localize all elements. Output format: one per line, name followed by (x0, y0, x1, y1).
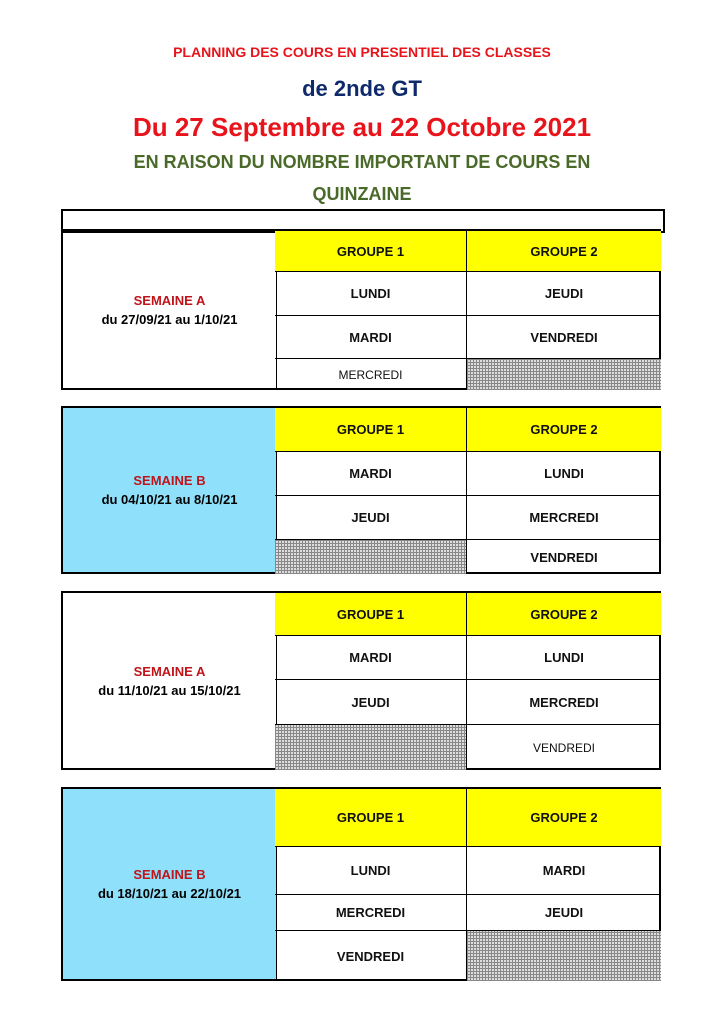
day-cell: VENDREDI (530, 549, 598, 565)
empty-hatched-cell (275, 540, 467, 574)
empty-hatched-cell (275, 725, 467, 770)
group-header-2: GROUPE 2 (467, 231, 661, 272)
week-dates: du 11/10/21 au 15/10/21 (98, 682, 241, 698)
reason-line-2: QUINZAINE (312, 184, 412, 204)
week-label-cell (63, 789, 277, 979)
empty-hatched-cell (467, 359, 661, 390)
day-cell: MERCREDI (467, 680, 661, 725)
week-table (61, 591, 661, 770)
group-header-1: GROUPE 1 (275, 408, 467, 452)
week-label-cell (63, 231, 277, 388)
week-table (61, 787, 661, 981)
week-name: SEMAINE B (133, 867, 206, 882)
week-dates: du 27/09/21 au 1/10/21 (101, 311, 238, 327)
day-cell: VENDREDI (467, 316, 661, 359)
day-cell: JEUDI (275, 680, 467, 725)
day-cell: LUNDI (275, 847, 467, 895)
group-header-1: GROUPE 1 (275, 231, 467, 272)
day-cell: VENDREDI (532, 740, 595, 755)
day-cell: MERCREDI (467, 496, 661, 540)
week-name: SEMAINE A (133, 663, 206, 679)
day-cell: LUNDI (275, 272, 467, 316)
planning-title: PLANNING DES COURS EN PRESENTIEL DES CLASSES (173, 44, 551, 60)
group-header-1: GROUPE 1 (275, 789, 467, 847)
day-cell: MARDI (275, 636, 467, 680)
period-title: Du 27 Septembre au 22 Octobre 2021 (132, 112, 592, 142)
day-cell: JEUDI (467, 895, 661, 931)
week-table (61, 229, 661, 390)
group-header-1: GROUPE 1 (275, 593, 467, 636)
week-label-cell (63, 593, 277, 768)
day-cell: MERCREDI (275, 895, 467, 931)
day-cell: MARDI (275, 316, 467, 359)
week-label-cell (63, 408, 277, 572)
empty-hatched-cell (467, 931, 661, 981)
day-cell: LUNDI (467, 636, 661, 680)
day-cell: VENDREDI (275, 931, 467, 981)
week-dates: du 04/10/21 au 8/10/21 (101, 492, 238, 507)
week-name: SEMAINE B (133, 473, 206, 488)
week-name: SEMAINE A (133, 292, 206, 308)
group-header-2: GROUPE 2 (467, 789, 661, 847)
reason-line-1: EN RAISON DU NOMBRE IMPORTANT DE COURS EN (133, 152, 591, 172)
day-cell: MARDI (275, 452, 467, 496)
day-cell: LUNDI (467, 452, 661, 496)
group-header-2: GROUPE 2 (467, 593, 661, 636)
week-dates: du 18/10/21 au 22/10/21 (97, 886, 242, 901)
day-cell: MERCREDI (275, 359, 467, 390)
day-cell: MARDI (467, 847, 661, 895)
day-cell: JEUDI (275, 496, 467, 540)
week-table (61, 406, 661, 574)
class-title: de 2nde GT (302, 76, 422, 101)
day-cell: JEUDI (467, 272, 661, 316)
group-header-2: GROUPE 2 (467, 408, 661, 452)
